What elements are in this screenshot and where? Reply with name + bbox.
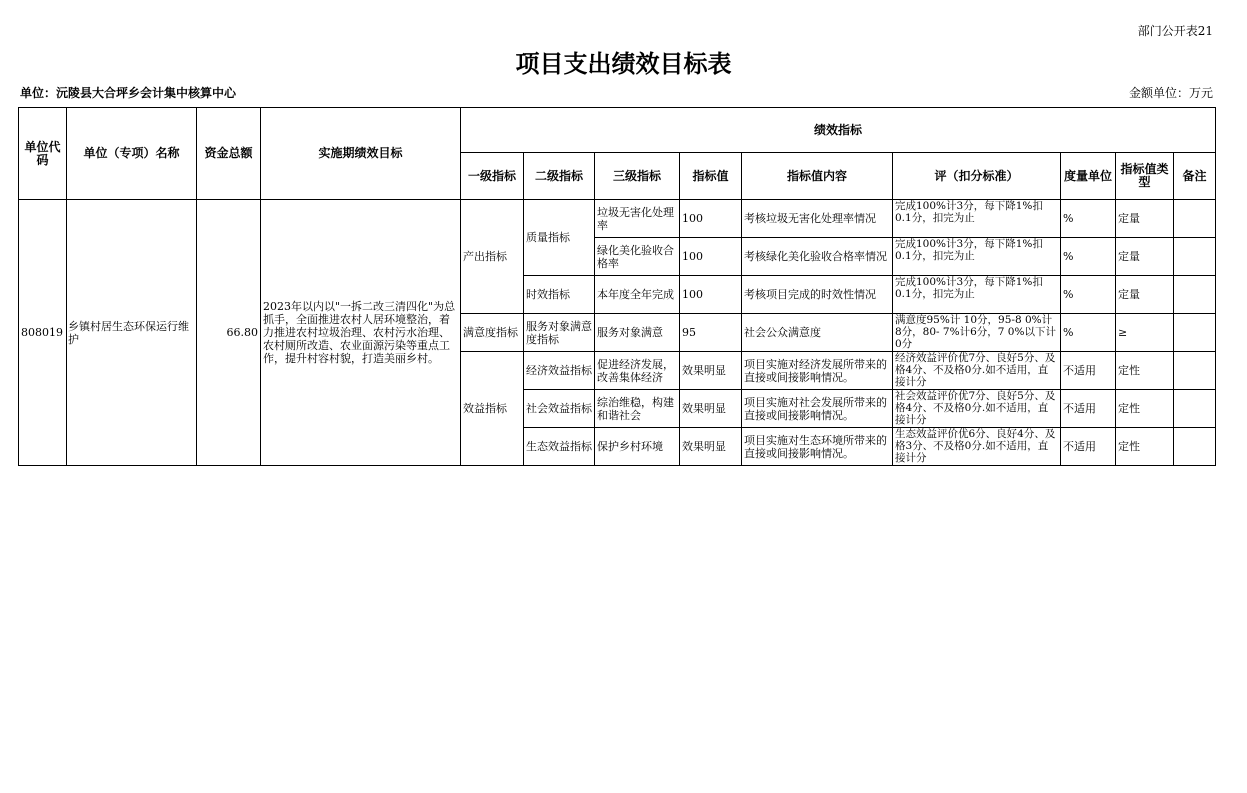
value-content-cell: 项目实施对生态环境所带来的直接或间接影响情况。 <box>742 428 893 466</box>
unit-label: 单位：沅陵县大合坪乡会计集中核算中心 <box>20 86 237 100</box>
indicator-value-cell: 效果明显 <box>680 390 742 428</box>
remark-cell <box>1174 238 1216 276</box>
level3-cell: 促进经济发展，改善集体经济 <box>595 352 680 390</box>
level1-satisfaction: 满意度指标 <box>461 314 524 352</box>
form-number-label: 部门公开表21 <box>1137 24 1213 38</box>
unit-code-cell: 808019 <box>19 200 67 466</box>
level2-service-satisfaction: 服务对象满意度指标 <box>524 314 595 352</box>
table-row <box>19 200 1216 238</box>
measure-unit-cell: % <box>1061 314 1116 352</box>
level3-cell: 保护乡村环境 <box>595 428 680 466</box>
value-type-cell: 定性 <box>1116 428 1174 466</box>
measure-unit-cell: 不适用 <box>1061 428 1116 466</box>
measure-unit-cell: 不适用 <box>1061 352 1116 390</box>
value-type-cell: 定性 <box>1116 390 1174 428</box>
level3-cell: 本年度全年完成 <box>595 276 680 314</box>
measure-unit-cell: 不适用 <box>1061 390 1116 428</box>
indicator-value-cell: 100 <box>680 200 742 238</box>
header-total-funds: 资金总额 <box>197 108 261 200</box>
header-indicator-value: 指标值 <box>680 153 742 200</box>
page-title: 项目支出绩效目标表 <box>515 50 732 78</box>
value-content-cell: 考核项目完成的时效性情况 <box>742 276 893 314</box>
unit-name-cell: 乡镇村居生态环保运行维护 <box>67 200 197 466</box>
header-level1: 一级指标 <box>461 153 524 200</box>
level2-cell: 经济效益指标 <box>524 352 595 390</box>
header-value-content: 指标值内容 <box>742 153 893 200</box>
header-performance: 绩效指标 <box>461 108 1216 153</box>
value-type-cell: 定量 <box>1116 200 1174 238</box>
value-content-cell: 项目实施对经济发展所带来的直接或间接影响情况。 <box>742 352 893 390</box>
header-remark: 备注 <box>1174 153 1216 200</box>
indicator-value-cell: 100 <box>680 238 742 276</box>
header-unit-code: 单位代码 <box>19 108 67 200</box>
period-goal-cell: 2023年以内以"一拆二改三清四化"为总抓手，全面推进农村人居环境整治，着力推进农村垃圾治理、农村污水治理、农村厕所改造、农业面源污染等重点工作，提升村容村貌，打造美丽乡村。 <box>261 200 461 466</box>
value-content-cell: 考核垃圾无害化处理率情况 <box>742 200 893 238</box>
level3-cell: 垃圾无害化处理率 <box>595 200 680 238</box>
header-measure-unit: 度量单位 <box>1061 153 1116 200</box>
scoring-cell: 完成100%计3分，每下降1%扣0.1分，扣完为止 <box>893 276 1061 314</box>
level2-quality: 质量指标 <box>524 200 595 276</box>
header-value-type: 指标值类型 <box>1116 153 1174 200</box>
header-level3: 三级指标 <box>595 153 680 200</box>
total-funds-cell: 66.80 <box>197 200 261 466</box>
scoring-cell: 完成100%计3分，每下降1%扣0.1分，扣完为止 <box>893 200 1061 238</box>
remark-cell <box>1174 314 1216 352</box>
remark-cell <box>1174 352 1216 390</box>
remark-cell <box>1174 200 1216 238</box>
scoring-cell: 经济效益评价优7分、良好5分、及格4分、不及格0分.如不适用，直接计分 <box>893 352 1061 390</box>
measure-unit-cell: % <box>1061 200 1116 238</box>
indicator-value-cell: 效果明显 <box>680 428 742 466</box>
level1-benefit: 效益指标 <box>461 352 524 466</box>
level3-cell: 综治维稳，构建和谐社会 <box>595 390 680 428</box>
header-unit-name: 单位（专项）名称 <box>67 108 197 200</box>
level3-cell: 绿化美化验收合格率 <box>595 238 680 276</box>
value-type-cell: 定量 <box>1116 276 1174 314</box>
scoring-cell: 生态效益评价优6分、良好4分、及格3分、不及格0分.如不适用，直接计分 <box>893 428 1061 466</box>
header-level2: 二级指标 <box>524 153 595 200</box>
performance-target-table <box>18 107 1216 466</box>
measure-unit-cell: % <box>1061 238 1116 276</box>
indicator-value-cell: 95 <box>680 314 742 352</box>
level2-cell: 生态效益指标 <box>524 428 595 466</box>
amount-unit-label: 金额单位：万元 <box>1128 86 1213 100</box>
value-type-cell: ≥ <box>1116 314 1174 352</box>
indicator-value-cell: 效果明显 <box>680 352 742 390</box>
value-content-cell: 社会公众满意度 <box>742 314 893 352</box>
scoring-cell: 完成100%计3分，每下降1%扣0.1分，扣完为止 <box>893 238 1061 276</box>
scoring-cell: 社会效益评价优7分、良好5分、及格4分、不及格0分.如不适用，直接计分 <box>893 390 1061 428</box>
value-type-cell: 定量 <box>1116 238 1174 276</box>
level2-timeliness: 时效指标 <box>524 276 595 314</box>
value-content-cell: 考核绿化美化验收合格率情况 <box>742 238 893 276</box>
header-scoring: 评（扣分标准） <box>893 153 1061 200</box>
indicator-value-cell: 100 <box>680 276 742 314</box>
remark-cell <box>1174 428 1216 466</box>
level1-output: 产出指标 <box>461 200 524 314</box>
measure-unit-cell: % <box>1061 276 1116 314</box>
scoring-cell: 满意度95%计 10分，95-8 0%计8分，80- 7%计6分，7 0%以下计0分 <box>893 314 1061 352</box>
remark-cell <box>1174 390 1216 428</box>
value-content-cell: 项目实施对社会发展所带来的直接或间接影响情况。 <box>742 390 893 428</box>
header-period-goal: 实施期绩效目标 <box>261 108 461 200</box>
level2-cell: 社会效益指标 <box>524 390 595 428</box>
level3-cell: 服务对象满意 <box>595 314 680 352</box>
remark-cell <box>1174 276 1216 314</box>
value-type-cell: 定性 <box>1116 352 1174 390</box>
